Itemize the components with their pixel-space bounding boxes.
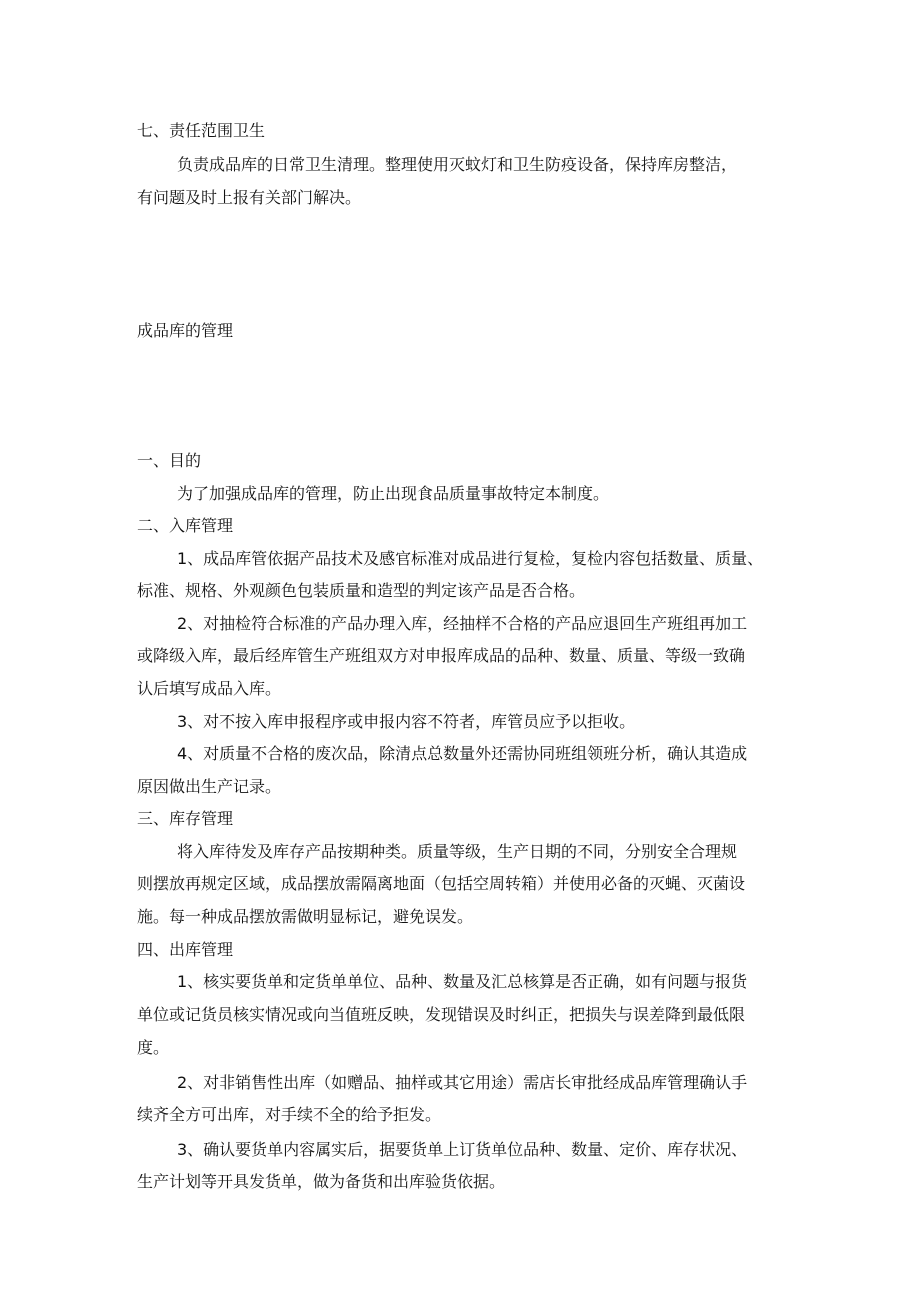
section-7-text-line-2: 有问题及时上报有关部门解决。 <box>137 188 362 207</box>
section-4-item-1-line-3: 度。 <box>137 1038 170 1057</box>
section-1-heading: 一、目的 <box>137 451 202 470</box>
section-4-item-2-line-2: 续齐全方可出库，对手续不全的给予拒发。 <box>137 1105 442 1124</box>
section-2-heading: 二、入库管理 <box>137 516 234 535</box>
section-7-text-line-1: 负责成品库的日常卫生清理。整理使用灭蚊灯和卫生防疫设备，保持库房整洁， <box>177 155 738 174</box>
section-2-item-3-line-1: 3、对不按入库申报程序或申报内容不符者，库管员应予以拒收。 <box>177 712 636 731</box>
section-3-text-line-1: 将入库待发及库存产品按期种类。质量等级，生产日期的不同，分别安全合理规 <box>177 842 738 861</box>
section-3-heading: 三、库存管理 <box>137 809 234 828</box>
section-2-item-1-line-1: 1、成品库管依据产品技术及感官标准对成品进行复检，复检内容包括数量、质量、 <box>177 549 764 568</box>
section-3-text-line-3: 施。每一种成品摆放需做明显标记，避免误发。 <box>137 907 474 926</box>
section-2-item-4-line-2: 原因做出生产记录。 <box>137 777 282 796</box>
section-4-item-1-line-2: 单位或记货员核实情况或向当值班反映，发现错误及时纠正，把损失与误差降到最低限 <box>137 1005 746 1024</box>
section-2-item-2-line-3: 认后填写成品入库。 <box>137 679 282 698</box>
section-4-heading: 四、出库管理 <box>137 940 234 959</box>
section-2-item-2-line-1: 2、对抽检符合标准的产品办理入库，经抽样不合格的产品应退回生产班组再加工 <box>177 614 748 633</box>
section-7-heading: 七、责任范围卫生 <box>137 121 266 140</box>
document-title: 成品库的管理 <box>137 321 234 340</box>
section-1-text-line-1: 为了加强成品库的管理，防止出现食品质量事故特定本制度。 <box>177 484 610 503</box>
section-2-item-2-line-2: 或降级入库，最后经库管生产班组双方对申报库成品的品种、数量、质量、等级一致确 <box>137 646 746 665</box>
section-4-item-1-line-1: 1、核实要货单和定货单单位、品种、数量及汇总核算是否正确，如有问题与报货 <box>177 972 748 991</box>
section-2-item-1-line-2: 标准、规格、外观颜色包装质量和造型的判定该产品是否合格。 <box>137 581 586 600</box>
section-4-item-3-line-2: 生产计划等开具发货单，做为备货和出库验货依据。 <box>137 1172 506 1191</box>
section-4-item-2-line-1: 2、对非销售性出库（如赠品、抽样或其它用途）需店长审批经成品库管理确认手 <box>177 1073 748 1092</box>
section-3-text-line-2: 则摆放再规定区域，成品摆放需隔离地面（包括空周转箱）并使用必备的灭蝇、灭菌设 <box>137 874 746 893</box>
section-4-item-3-line-1: 3、确认要货单内容属实后，据要货单上订货单位品种、数量、定价、库存状况、 <box>177 1140 748 1159</box>
section-2-item-4-line-1: 4、对质量不合格的废次品，除清点总数量外还需协同班组领班分析，确认其造成 <box>177 744 748 763</box>
